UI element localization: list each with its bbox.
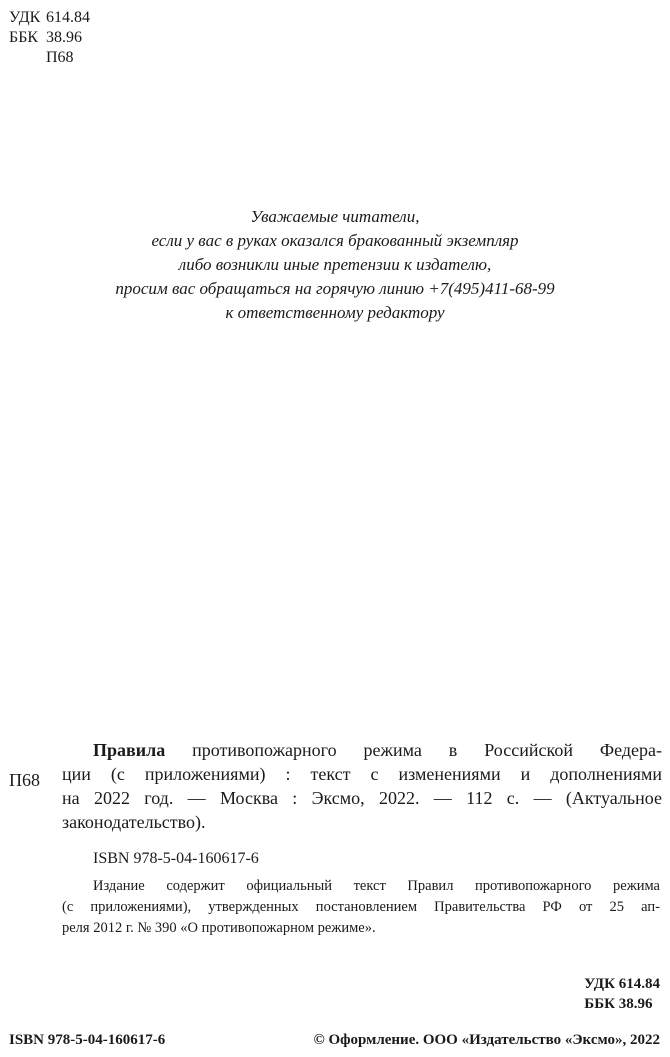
annotation-line: (с приложениями), утвержденных постановлением Правительства РФ от 25 ап- [62, 899, 660, 915]
classification-block-top [9, 8, 90, 68]
notice-line: просим вас обращаться на горячую линию +7(495)411-68-99 [115, 279, 555, 298]
notice-line: к ответственному редактору [225, 303, 445, 322]
bbk-label: ББК [9, 29, 39, 46]
record-line-1 [62, 738, 662, 762]
annotation [62, 876, 660, 939]
author-sign: П68 [9, 770, 40, 790]
udk-bottom: УДК 614.84 [584, 976, 660, 992]
record-line-4: законодательство). [62, 812, 206, 832]
udk-row [9, 8, 90, 28]
record-line-2: ции (с приложениями) : текст с изменениями и дополнениями [62, 764, 662, 784]
udk-value: 614.84 [46, 9, 90, 26]
notice-line: Уважаемые читатели, [250, 207, 420, 226]
reader-notice [0, 205, 670, 325]
notice-line: если у вас в руках оказался бракованный экземпляр [151, 231, 519, 250]
record-title: Правила [93, 740, 166, 760]
author-sign-top: П68 [46, 49, 74, 66]
footer [9, 1030, 660, 1050]
annotation-line: Издание содержит официальный текст Правил противопожарного режима [93, 878, 660, 894]
record-line-3: на 2022 год. — Москва : Эксмо, 2022. — 112 с. — (Актуальное [62, 788, 662, 808]
footer-copyright: © Оформление. ООО «Издательство «Эксмо», 2022 [313, 1032, 660, 1048]
notice-line: либо возникли иные претензии к издателю, [178, 255, 492, 274]
record-title-rest: противопожарного режима в Российской Федера- [165, 740, 662, 760]
classification-block-bottom [584, 974, 660, 1014]
record-description [62, 738, 662, 834]
footer-isbn: ISBN 978-5-04-160617-6 [9, 1032, 166, 1048]
bbk-value: 38.96 [46, 29, 82, 46]
udk-label: УДК [9, 9, 41, 26]
bbk-row [9, 28, 90, 48]
record-isbn: ISBN 978-5-04-160617-6 [93, 850, 259, 867]
bbk-bottom: ББК 38.96 [584, 996, 653, 1012]
annotation-line: реля 2012 г. № 390 «О противопожарном режиме». [62, 920, 376, 936]
